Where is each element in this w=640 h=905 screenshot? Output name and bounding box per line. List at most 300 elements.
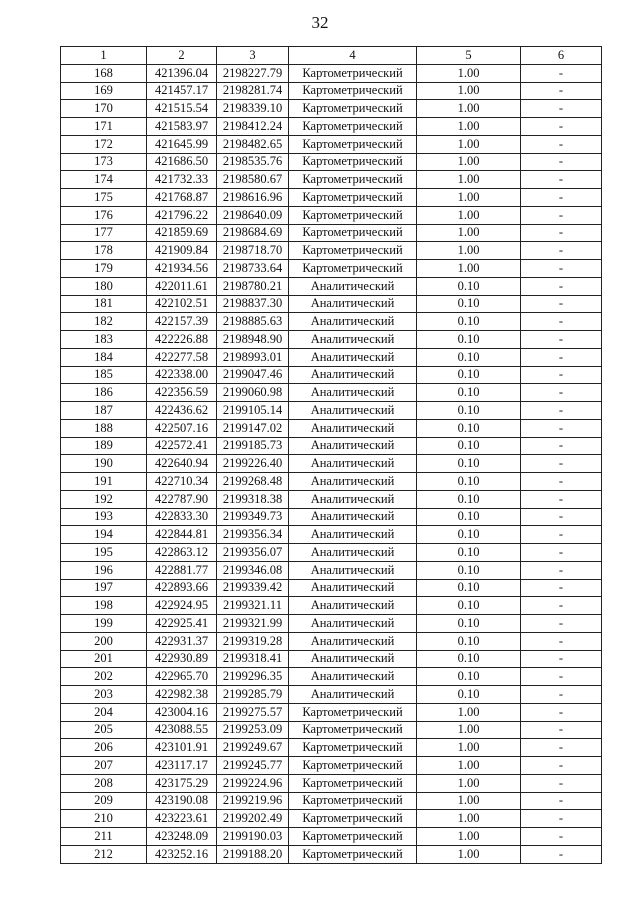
- accuracy-cell: 0.10: [417, 384, 521, 402]
- y-coordinate-cell: 2199321.11: [217, 597, 289, 615]
- y-coordinate-cell: 2199047.46: [217, 366, 289, 384]
- x-coordinate-cell: 421909.84: [147, 242, 217, 260]
- y-coordinate-cell: 2198227.79: [217, 64, 289, 82]
- note-cell: -: [521, 792, 602, 810]
- note-cell: -: [521, 366, 602, 384]
- note-cell: -: [521, 668, 602, 686]
- method-cell: Аналитический: [289, 348, 417, 366]
- table-row: [61, 686, 602, 704]
- method-cell: Аналитический: [289, 632, 417, 650]
- accuracy-cell: 0.10: [417, 561, 521, 579]
- table-row: [61, 331, 602, 349]
- table-row: [61, 810, 602, 828]
- y-coordinate-cell: 2198780.21: [217, 277, 289, 295]
- method-cell: Аналитический: [289, 508, 417, 526]
- point-number-cell: 190: [61, 455, 147, 473]
- note-cell: -: [521, 189, 602, 207]
- method-cell: Картометрический: [289, 100, 417, 118]
- x-coordinate-cell: 423252.16: [147, 845, 217, 863]
- x-coordinate-cell: 423175.29: [147, 774, 217, 792]
- note-cell: -: [521, 615, 602, 633]
- note-cell: -: [521, 242, 602, 260]
- note-cell: -: [521, 153, 602, 171]
- method-cell: Картометрический: [289, 206, 417, 224]
- point-number-cell: 169: [61, 82, 147, 100]
- table-row: [61, 792, 602, 810]
- note-cell: -: [521, 490, 602, 508]
- accuracy-cell: 0.10: [417, 295, 521, 313]
- note-cell: -: [521, 757, 602, 775]
- point-number-cell: 188: [61, 419, 147, 437]
- method-cell: Аналитический: [289, 402, 417, 420]
- y-coordinate-cell: 2198640.09: [217, 206, 289, 224]
- note-cell: -: [521, 455, 602, 473]
- table-row: [61, 402, 602, 420]
- y-coordinate-cell: 2199356.07: [217, 544, 289, 562]
- accuracy-cell: 0.10: [417, 632, 521, 650]
- method-cell: Картометрический: [289, 135, 417, 153]
- x-coordinate-cell: 422863.12: [147, 544, 217, 562]
- table-row: [61, 703, 602, 721]
- x-coordinate-cell: 422640.94: [147, 455, 217, 473]
- y-coordinate-cell: 2198948.90: [217, 331, 289, 349]
- accuracy-cell: 0.10: [417, 579, 521, 597]
- table-header: [61, 47, 602, 65]
- point-number-cell: 205: [61, 721, 147, 739]
- table-row: [61, 118, 602, 136]
- note-cell: -: [521, 526, 602, 544]
- x-coordinate-cell: 422572.41: [147, 437, 217, 455]
- accuracy-cell: 0.10: [417, 526, 521, 544]
- accuracy-cell: 0.10: [417, 508, 521, 526]
- method-cell: Картометрический: [289, 810, 417, 828]
- x-coordinate-cell: 421768.87: [147, 189, 217, 207]
- method-cell: Картометрический: [289, 118, 417, 136]
- x-coordinate-cell: 422226.88: [147, 331, 217, 349]
- accuracy-cell: 0.10: [417, 668, 521, 686]
- x-coordinate-cell: 421934.56: [147, 260, 217, 278]
- method-cell: Аналитический: [289, 597, 417, 615]
- accuracy-cell: 0.10: [417, 366, 521, 384]
- x-coordinate-cell: 421515.54: [147, 100, 217, 118]
- x-coordinate-cell: 423101.91: [147, 739, 217, 757]
- table-row: [61, 171, 602, 189]
- y-coordinate-cell: 2199318.41: [217, 650, 289, 668]
- note-cell: -: [521, 295, 602, 313]
- point-number-cell: 175: [61, 189, 147, 207]
- x-coordinate-cell: 422931.37: [147, 632, 217, 650]
- accuracy-cell: 1.00: [417, 828, 521, 846]
- note-cell: -: [521, 686, 602, 704]
- point-number-cell: 186: [61, 384, 147, 402]
- point-number-cell: 181: [61, 295, 147, 313]
- y-coordinate-cell: 2199224.96: [217, 774, 289, 792]
- accuracy-cell: 0.10: [417, 348, 521, 366]
- method-cell: Картометрический: [289, 153, 417, 171]
- x-coordinate-cell: 422011.61: [147, 277, 217, 295]
- point-number-cell: 210: [61, 810, 147, 828]
- y-coordinate-cell: 2199321.99: [217, 615, 289, 633]
- x-coordinate-cell: 422787.90: [147, 490, 217, 508]
- table-row: [61, 224, 602, 242]
- point-number-cell: 212: [61, 845, 147, 863]
- y-coordinate-cell: 2199226.40: [217, 455, 289, 473]
- note-cell: -: [521, 224, 602, 242]
- accuracy-cell: 0.10: [417, 313, 521, 331]
- table-row: [61, 739, 602, 757]
- table-row: [61, 348, 602, 366]
- point-number-cell: 191: [61, 473, 147, 491]
- point-number-cell: 180: [61, 277, 147, 295]
- accuracy-cell: 0.10: [417, 473, 521, 491]
- note-cell: -: [521, 206, 602, 224]
- y-coordinate-cell: 2199245.77: [217, 757, 289, 775]
- method-cell: Аналитический: [289, 384, 417, 402]
- table-row: [61, 313, 602, 331]
- table-row: [61, 757, 602, 775]
- x-coordinate-cell: 422924.95: [147, 597, 217, 615]
- accuracy-cell: 1.00: [417, 774, 521, 792]
- table-row: [61, 526, 602, 544]
- method-cell: Картометрический: [289, 739, 417, 757]
- header-row: [61, 47, 602, 65]
- method-cell: Картометрический: [289, 792, 417, 810]
- point-number-cell: 172: [61, 135, 147, 153]
- note-cell: -: [521, 650, 602, 668]
- method-cell: Аналитический: [289, 686, 417, 704]
- accuracy-cell: 1.00: [417, 845, 521, 863]
- accuracy-cell: 0.10: [417, 615, 521, 633]
- y-coordinate-cell: 2198412.24: [217, 118, 289, 136]
- note-cell: -: [521, 313, 602, 331]
- method-cell: Аналитический: [289, 295, 417, 313]
- table-row: [61, 277, 602, 295]
- note-cell: -: [521, 473, 602, 491]
- x-coordinate-cell: 423117.17: [147, 757, 217, 775]
- table-row: [61, 206, 602, 224]
- table-row: [61, 508, 602, 526]
- point-number-cell: 176: [61, 206, 147, 224]
- y-coordinate-cell: 2198535.76: [217, 153, 289, 171]
- x-coordinate-cell: 423190.08: [147, 792, 217, 810]
- method-cell: Аналитический: [289, 366, 417, 384]
- x-coordinate-cell: 421396.04: [147, 64, 217, 82]
- x-coordinate-cell: 423088.55: [147, 721, 217, 739]
- table-row: [61, 64, 602, 82]
- y-coordinate-cell: 2199296.35: [217, 668, 289, 686]
- x-coordinate-cell: 421457.17: [147, 82, 217, 100]
- table-row: [61, 384, 602, 402]
- x-coordinate-cell: 422844.81: [147, 526, 217, 544]
- method-cell: Картометрический: [289, 224, 417, 242]
- x-coordinate-cell: 421583.97: [147, 118, 217, 136]
- accuracy-cell: 0.10: [417, 419, 521, 437]
- point-number-cell: 168: [61, 64, 147, 82]
- x-coordinate-cell: 422893.66: [147, 579, 217, 597]
- table-body: [61, 64, 602, 863]
- table-row: [61, 260, 602, 278]
- note-cell: -: [521, 118, 602, 136]
- note-cell: -: [521, 703, 602, 721]
- accuracy-cell: 1.00: [417, 703, 521, 721]
- table-row: [61, 437, 602, 455]
- accuracy-cell: 0.10: [417, 597, 521, 615]
- accuracy-cell: 1.00: [417, 171, 521, 189]
- y-coordinate-cell: 2199356.34: [217, 526, 289, 544]
- accuracy-cell: 1.00: [417, 792, 521, 810]
- note-cell: -: [521, 260, 602, 278]
- y-coordinate-cell: 2198482.65: [217, 135, 289, 153]
- accuracy-cell: 0.10: [417, 650, 521, 668]
- note-cell: -: [521, 828, 602, 846]
- point-number-cell: 195: [61, 544, 147, 562]
- method-cell: Аналитический: [289, 277, 417, 295]
- method-cell: Картометрический: [289, 845, 417, 863]
- accuracy-cell: 0.10: [417, 455, 521, 473]
- table-row: [61, 597, 602, 615]
- method-cell: Аналитический: [289, 313, 417, 331]
- method-cell: Картометрический: [289, 242, 417, 260]
- y-coordinate-cell: 2199185.73: [217, 437, 289, 455]
- x-coordinate-cell: 421732.33: [147, 171, 217, 189]
- y-coordinate-cell: 2199319.28: [217, 632, 289, 650]
- table-row: [61, 774, 602, 792]
- point-number-cell: 179: [61, 260, 147, 278]
- note-cell: -: [521, 632, 602, 650]
- method-cell: Аналитический: [289, 437, 417, 455]
- y-coordinate-cell: 2199188.20: [217, 845, 289, 863]
- point-number-cell: 173: [61, 153, 147, 171]
- note-cell: -: [521, 331, 602, 349]
- y-coordinate-cell: 2198684.69: [217, 224, 289, 242]
- accuracy-cell: 1.00: [417, 64, 521, 82]
- y-coordinate-cell: 2198616.96: [217, 189, 289, 207]
- y-coordinate-cell: 2199275.57: [217, 703, 289, 721]
- point-number-cell: 192: [61, 490, 147, 508]
- point-number-cell: 187: [61, 402, 147, 420]
- note-cell: -: [521, 508, 602, 526]
- accuracy-cell: 1.00: [417, 118, 521, 136]
- method-cell: Аналитический: [289, 331, 417, 349]
- column-header: 5: [417, 47, 521, 65]
- x-coordinate-cell: 421859.69: [147, 224, 217, 242]
- x-coordinate-cell: 422507.16: [147, 419, 217, 437]
- y-coordinate-cell: 2199318.38: [217, 490, 289, 508]
- y-coordinate-cell: 2199268.48: [217, 473, 289, 491]
- method-cell: Картометрический: [289, 82, 417, 100]
- point-number-cell: 171: [61, 118, 147, 136]
- accuracy-cell: 1.00: [417, 206, 521, 224]
- table-row: [61, 828, 602, 846]
- point-number-cell: 209: [61, 792, 147, 810]
- point-number-cell: 183: [61, 331, 147, 349]
- x-coordinate-cell: 422338.00: [147, 366, 217, 384]
- note-cell: -: [521, 561, 602, 579]
- accuracy-cell: 1.00: [417, 135, 521, 153]
- x-coordinate-cell: 422710.34: [147, 473, 217, 491]
- accuracy-cell: 1.00: [417, 721, 521, 739]
- table-row: [61, 579, 602, 597]
- point-number-cell: 211: [61, 828, 147, 846]
- x-coordinate-cell: 422965.70: [147, 668, 217, 686]
- method-cell: Аналитический: [289, 615, 417, 633]
- table-row: [61, 366, 602, 384]
- table-row: [61, 615, 602, 633]
- table-row: [61, 561, 602, 579]
- method-cell: Аналитический: [289, 526, 417, 544]
- y-coordinate-cell: 2198733.64: [217, 260, 289, 278]
- y-coordinate-cell: 2199219.96: [217, 792, 289, 810]
- accuracy-cell: 0.10: [417, 437, 521, 455]
- accuracy-cell: 1.00: [417, 224, 521, 242]
- note-cell: -: [521, 437, 602, 455]
- y-coordinate-cell: 2198339.10: [217, 100, 289, 118]
- table-row: [61, 135, 602, 153]
- method-cell: Аналитический: [289, 579, 417, 597]
- accuracy-cell: 1.00: [417, 100, 521, 118]
- accuracy-cell: 1.00: [417, 189, 521, 207]
- method-cell: Аналитический: [289, 419, 417, 437]
- table-row: [61, 845, 602, 863]
- y-coordinate-cell: 2199349.73: [217, 508, 289, 526]
- table-row: [61, 490, 602, 508]
- accuracy-cell: 0.10: [417, 686, 521, 704]
- method-cell: Аналитический: [289, 561, 417, 579]
- method-cell: Картометрический: [289, 260, 417, 278]
- table-row: [61, 455, 602, 473]
- x-coordinate-cell: 422925.41: [147, 615, 217, 633]
- accuracy-cell: 0.10: [417, 544, 521, 562]
- point-number-cell: 198: [61, 597, 147, 615]
- y-coordinate-cell: 2199346.08: [217, 561, 289, 579]
- method-cell: Аналитический: [289, 544, 417, 562]
- point-number-cell: 194: [61, 526, 147, 544]
- point-number-cell: 184: [61, 348, 147, 366]
- note-cell: -: [521, 100, 602, 118]
- method-cell: Картометрический: [289, 171, 417, 189]
- point-number-cell: 207: [61, 757, 147, 775]
- table-row: [61, 419, 602, 437]
- accuracy-cell: 0.10: [417, 277, 521, 295]
- y-coordinate-cell: 2198885.63: [217, 313, 289, 331]
- point-number-cell: 189: [61, 437, 147, 455]
- y-coordinate-cell: 2198281.74: [217, 82, 289, 100]
- point-number-cell: 174: [61, 171, 147, 189]
- accuracy-cell: 1.00: [417, 739, 521, 757]
- note-cell: -: [521, 845, 602, 863]
- method-cell: Аналитический: [289, 668, 417, 686]
- y-coordinate-cell: 2199060.98: [217, 384, 289, 402]
- point-number-cell: 196: [61, 561, 147, 579]
- note-cell: -: [521, 171, 602, 189]
- note-cell: -: [521, 277, 602, 295]
- point-number-cell: 204: [61, 703, 147, 721]
- y-coordinate-cell: 2198718.70: [217, 242, 289, 260]
- y-coordinate-cell: 2199253.09: [217, 721, 289, 739]
- point-number-cell: 197: [61, 579, 147, 597]
- column-header: 1: [61, 47, 147, 65]
- point-number-cell: 177: [61, 224, 147, 242]
- x-coordinate-cell: 422436.62: [147, 402, 217, 420]
- method-cell: Аналитический: [289, 455, 417, 473]
- column-header: 6: [521, 47, 602, 65]
- table-row: [61, 650, 602, 668]
- accuracy-cell: 1.00: [417, 260, 521, 278]
- method-cell: Картометрический: [289, 774, 417, 792]
- point-number-cell: 193: [61, 508, 147, 526]
- point-number-cell: 170: [61, 100, 147, 118]
- point-number-cell: 199: [61, 615, 147, 633]
- x-coordinate-cell: 422930.89: [147, 650, 217, 668]
- note-cell: -: [521, 579, 602, 597]
- point-number-cell: 201: [61, 650, 147, 668]
- x-coordinate-cell: 423248.09: [147, 828, 217, 846]
- column-header: 3: [217, 47, 289, 65]
- point-number-cell: 203: [61, 686, 147, 704]
- table-row: [61, 100, 602, 118]
- page-number: 32: [311, 13, 329, 32]
- x-coordinate-cell: 422982.38: [147, 686, 217, 704]
- accuracy-cell: 0.10: [417, 402, 521, 420]
- accuracy-cell: 1.00: [417, 810, 521, 828]
- accuracy-cell: 0.10: [417, 331, 521, 349]
- method-cell: Картометрический: [289, 721, 417, 739]
- y-coordinate-cell: 2198993.01: [217, 348, 289, 366]
- y-coordinate-cell: 2199249.67: [217, 739, 289, 757]
- table-row: [61, 544, 602, 562]
- table-row: [61, 721, 602, 739]
- note-cell: -: [521, 810, 602, 828]
- method-cell: Картометрический: [289, 757, 417, 775]
- x-coordinate-cell: 421645.99: [147, 135, 217, 153]
- note-cell: -: [521, 64, 602, 82]
- x-coordinate-cell: 422881.77: [147, 561, 217, 579]
- accuracy-cell: 1.00: [417, 82, 521, 100]
- point-number-cell: 200: [61, 632, 147, 650]
- y-coordinate-cell: 2198580.67: [217, 171, 289, 189]
- y-coordinate-cell: 2199147.02: [217, 419, 289, 437]
- x-coordinate-cell: 422102.51: [147, 295, 217, 313]
- note-cell: -: [521, 402, 602, 420]
- note-cell: -: [521, 348, 602, 366]
- method-cell: Аналитический: [289, 650, 417, 668]
- table-row: [61, 242, 602, 260]
- accuracy-cell: 1.00: [417, 757, 521, 775]
- x-coordinate-cell: 423223.61: [147, 810, 217, 828]
- y-coordinate-cell: 2199105.14: [217, 402, 289, 420]
- note-cell: -: [521, 135, 602, 153]
- point-number-cell: 208: [61, 774, 147, 792]
- x-coordinate-cell: 422833.30: [147, 508, 217, 526]
- note-cell: -: [521, 721, 602, 739]
- table-row: [61, 82, 602, 100]
- accuracy-cell: 1.00: [417, 153, 521, 171]
- method-cell: Картометрический: [289, 828, 417, 846]
- x-coordinate-cell: 422277.58: [147, 348, 217, 366]
- y-coordinate-cell: 2199285.79: [217, 686, 289, 704]
- point-number-cell: 185: [61, 366, 147, 384]
- note-cell: -: [521, 774, 602, 792]
- note-cell: -: [521, 739, 602, 757]
- method-cell: Аналитический: [289, 473, 417, 491]
- method-cell: Картометрический: [289, 189, 417, 207]
- table-row: [61, 295, 602, 313]
- y-coordinate-cell: 2199339.42: [217, 579, 289, 597]
- point-number-cell: 178: [61, 242, 147, 260]
- x-coordinate-cell: 421796.22: [147, 206, 217, 224]
- table-row: [61, 473, 602, 491]
- table-row: [61, 189, 602, 207]
